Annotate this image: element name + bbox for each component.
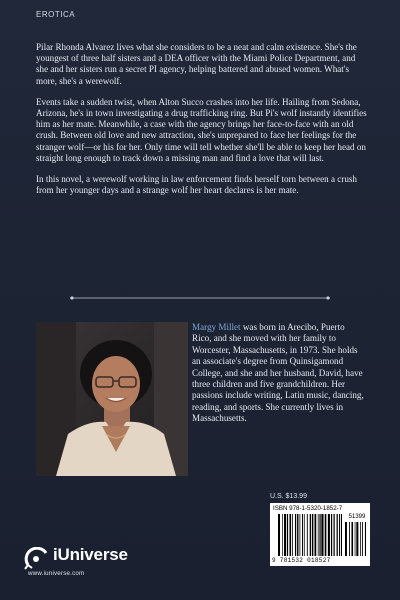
isbn-number: ISBN 978-1-5320-1852-7: [273, 505, 343, 512]
blurb-paragraph-1: Pilar Rhonda Alvarez lives what she considers to be a neat and calm existence. She's the youngest of three half sisters and a DEA officer with the Miami Police Department, and she and her sisters run a secret PI agency, helping battered and abused women. What's more, she's a werewolf.: [36, 42, 357, 86]
author-photo: [36, 322, 188, 476]
isbn-barcode: [270, 503, 370, 566]
iuniverse-logo-icon: [22, 547, 50, 571]
addon-barcode-bars: [345, 522, 367, 556]
publisher-url: www.iuniverse.com: [28, 570, 85, 577]
book-blurb: [36, 42, 368, 206]
price-label: U.S. $13.99: [270, 493, 307, 500]
ornamental-divider: [70, 294, 330, 302]
blurb-paragraph-2: Events take a sudden twist, when Alton Succo crashes into her life. Hailing from Sedona, Arizona, he's in town investigating a drug trafficking ring. But Pi's wolf instantly identifies him as her mate. Meanwhile, a case with the agency brings her face-to-face with an old crush. Between old love and new attraction, she's unprepared to face her feelings for the stranger wolf—or his for her. Only time will tell whether she'll be able to keep her head on straight long enough to track down a missing man and find a love that will last.: [36, 96, 367, 163]
publisher-logo: [22, 544, 162, 588]
barcode-digits: 9 781532 018527: [272, 557, 331, 564]
author-name: Margy Millet: [192, 322, 241, 332]
genre-label: EROTICA: [36, 10, 76, 19]
author-bio: [192, 322, 366, 425]
blurb-paragraph-3: In this novel, a werewolf working in law enforcement finds herself torn between a crush from her younger days and a strange wolf her heart declares is her mate.: [36, 174, 357, 196]
publisher-name: iUniverse: [53, 545, 128, 564]
author-bio-text: was born in Arecibo, Puerto Rico, and she moved with her family to Worcester, Massachusetts, in 1973. She holds an associate's degree from Quinsigamond College, and she and her husband, David, have three children and five grandchildren. Her passions include writing, Latin music, dancing, reading, and sports. She currently lives in Massachusetts.: [192, 322, 364, 424]
ean-barcode-bars: [278, 514, 342, 556]
barcode-addon-digits: 51399: [348, 514, 366, 520]
